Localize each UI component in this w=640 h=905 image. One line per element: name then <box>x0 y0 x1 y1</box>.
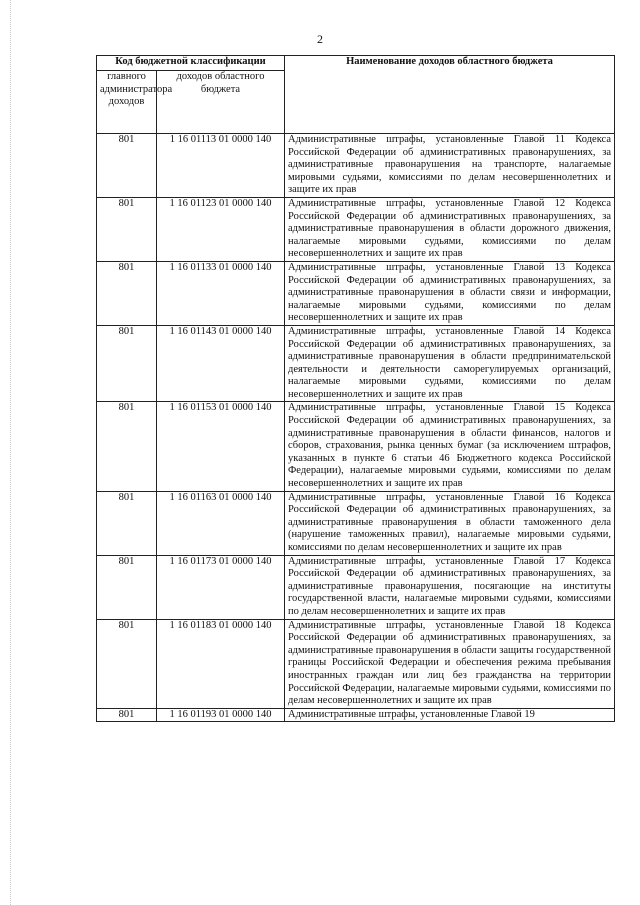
cell-revenue-code: 1 16 01163 01 0000 140 <box>157 491 285 555</box>
cell-revenue-code: 1 16 01123 01 0000 140 <box>157 197 285 261</box>
cell-revenue-name: Административные штрафы, установленные Главой 16 Кодекса Российской Федерации об административных правонарушениях, за административные правонарушения в области таможенного дела (нарушение таможенных правил), налагаемые мировыми судьями, комиссиями по делам несовершеннолетних и защите их прав <box>285 491 615 555</box>
cell-admin-code: 801 <box>97 325 157 402</box>
cell-revenue-name: Административные штрафы, установленные Главой 17 Кодекса Российской Федерации об административных правонарушениях, за административные правонарушения, посягающие на институты государственной власти, налагаемые мировыми судьями, комиссиями по делам несовершеннолетних и защите их прав <box>285 555 615 619</box>
cell-admin-code: 801 <box>97 197 157 261</box>
cell-revenue-code: 1 16 01153 01 0000 140 <box>157 402 285 491</box>
table-body <box>97 134 615 722</box>
table-row <box>97 555 615 619</box>
cell-admin-code: 801 <box>97 402 157 491</box>
cell-revenue-code: 1 16 01133 01 0000 140 <box>157 261 285 325</box>
cell-revenue-name: Административные штрафы, установленные Главой 15 Кодекса Российской Федерации об административных правонарушениях, за административные правонарушения в области финансов, налогов и сборов, страхования, рынка ценных бумаг (за исключением штрафов, указанных в пункте 6 статьи 46 Бюджетного кодекса Российской Федерации), налагаемые мировыми судьями, комиссиями по делам несовершеннолетних и защите их прав <box>285 402 615 491</box>
cell-revenue-name: Административные штрафы, установленные Главой 11 Кодекса Российской Федерации об административных правонарушениях, за административные правонарушения на транспорте, налагаемые мировыми судьями, комиссиями по делам несовершеннолетних и защите их прав <box>285 134 615 198</box>
cell-admin-code: 801 <box>97 491 157 555</box>
header-revenue-name: Наименование доходов областного бюджета <box>285 56 615 134</box>
table-row <box>97 325 615 402</box>
header-group-classification: Код бюджетной классификации <box>97 56 285 71</box>
cell-revenue-code: 1 16 01143 01 0000 140 <box>157 325 285 402</box>
cell-revenue-name: Административные штрафы, установленные Главой 14 Кодекса Российской Федерации об административных правонарушениях, за административные правонарушения в области предпринимательской деятельности и деятельности саморегулируемых организаций, налагаемые мировыми судьями, комиссиями по делам несовершеннолетних и защите их прав <box>285 325 615 402</box>
cell-admin-code: 801 <box>97 555 157 619</box>
cell-admin-code: 801 <box>97 134 157 198</box>
page-number: 2 <box>317 32 323 46</box>
budget-classification-table <box>96 55 615 722</box>
table-row <box>97 491 615 555</box>
cell-admin-code: 801 <box>97 619 157 708</box>
cell-revenue-name: Административные штрафы, установленные Главой 12 Кодекса Российской Федерации об административных правонарушениях, за административные правонарушения в области дорожного движения, налагаемые мировыми судьями, комиссиями по делам несовершеннолетних и защите их прав <box>285 197 615 261</box>
scan-edge-line <box>10 0 11 905</box>
cell-revenue-name: Административные штрафы, установленные Главой 18 Кодекса Российской Федерации об административных правонарушениях, за административные правонарушения в области защиты государственной границы Российской Федерации и обеспечения режима пребывания иностранных граждан или лиц без гражданства на территории Российской Федерации, налагаемые мировыми судьями, комиссиями по делам несовершеннолетних и защите их прав <box>285 619 615 708</box>
table-header <box>97 56 615 134</box>
header-revenue-code: доходов областного бюджета <box>157 71 285 134</box>
table-row <box>97 402 615 491</box>
cell-admin-code: 801 <box>97 261 157 325</box>
header-chief-administrator: главного администратора доходов <box>97 71 157 134</box>
table-row <box>97 619 615 708</box>
table-row <box>97 134 615 198</box>
cell-admin-code: 801 <box>97 708 157 722</box>
cell-revenue-code: 1 16 01183 01 0000 140 <box>157 619 285 708</box>
cell-revenue-code: 1 16 01193 01 0000 140 <box>157 708 285 722</box>
cell-revenue-name: Административные штрафы, установленные Главой 19 <box>285 708 615 722</box>
cell-revenue-name: Административные штрафы, установленные Главой 13 Кодекса Российской Федерации об административных правонарушениях, за административные правонарушения в области связи и информации, налагаемые мировыми судьями, комиссиями по делам несовершеннолетних и защите их прав <box>285 261 615 325</box>
table-row <box>97 261 615 325</box>
cell-revenue-code: 1 16 01113 01 0000 140 <box>157 134 285 198</box>
table-row <box>97 708 615 722</box>
cell-revenue-code: 1 16 01173 01 0000 140 <box>157 555 285 619</box>
table-row <box>97 197 615 261</box>
